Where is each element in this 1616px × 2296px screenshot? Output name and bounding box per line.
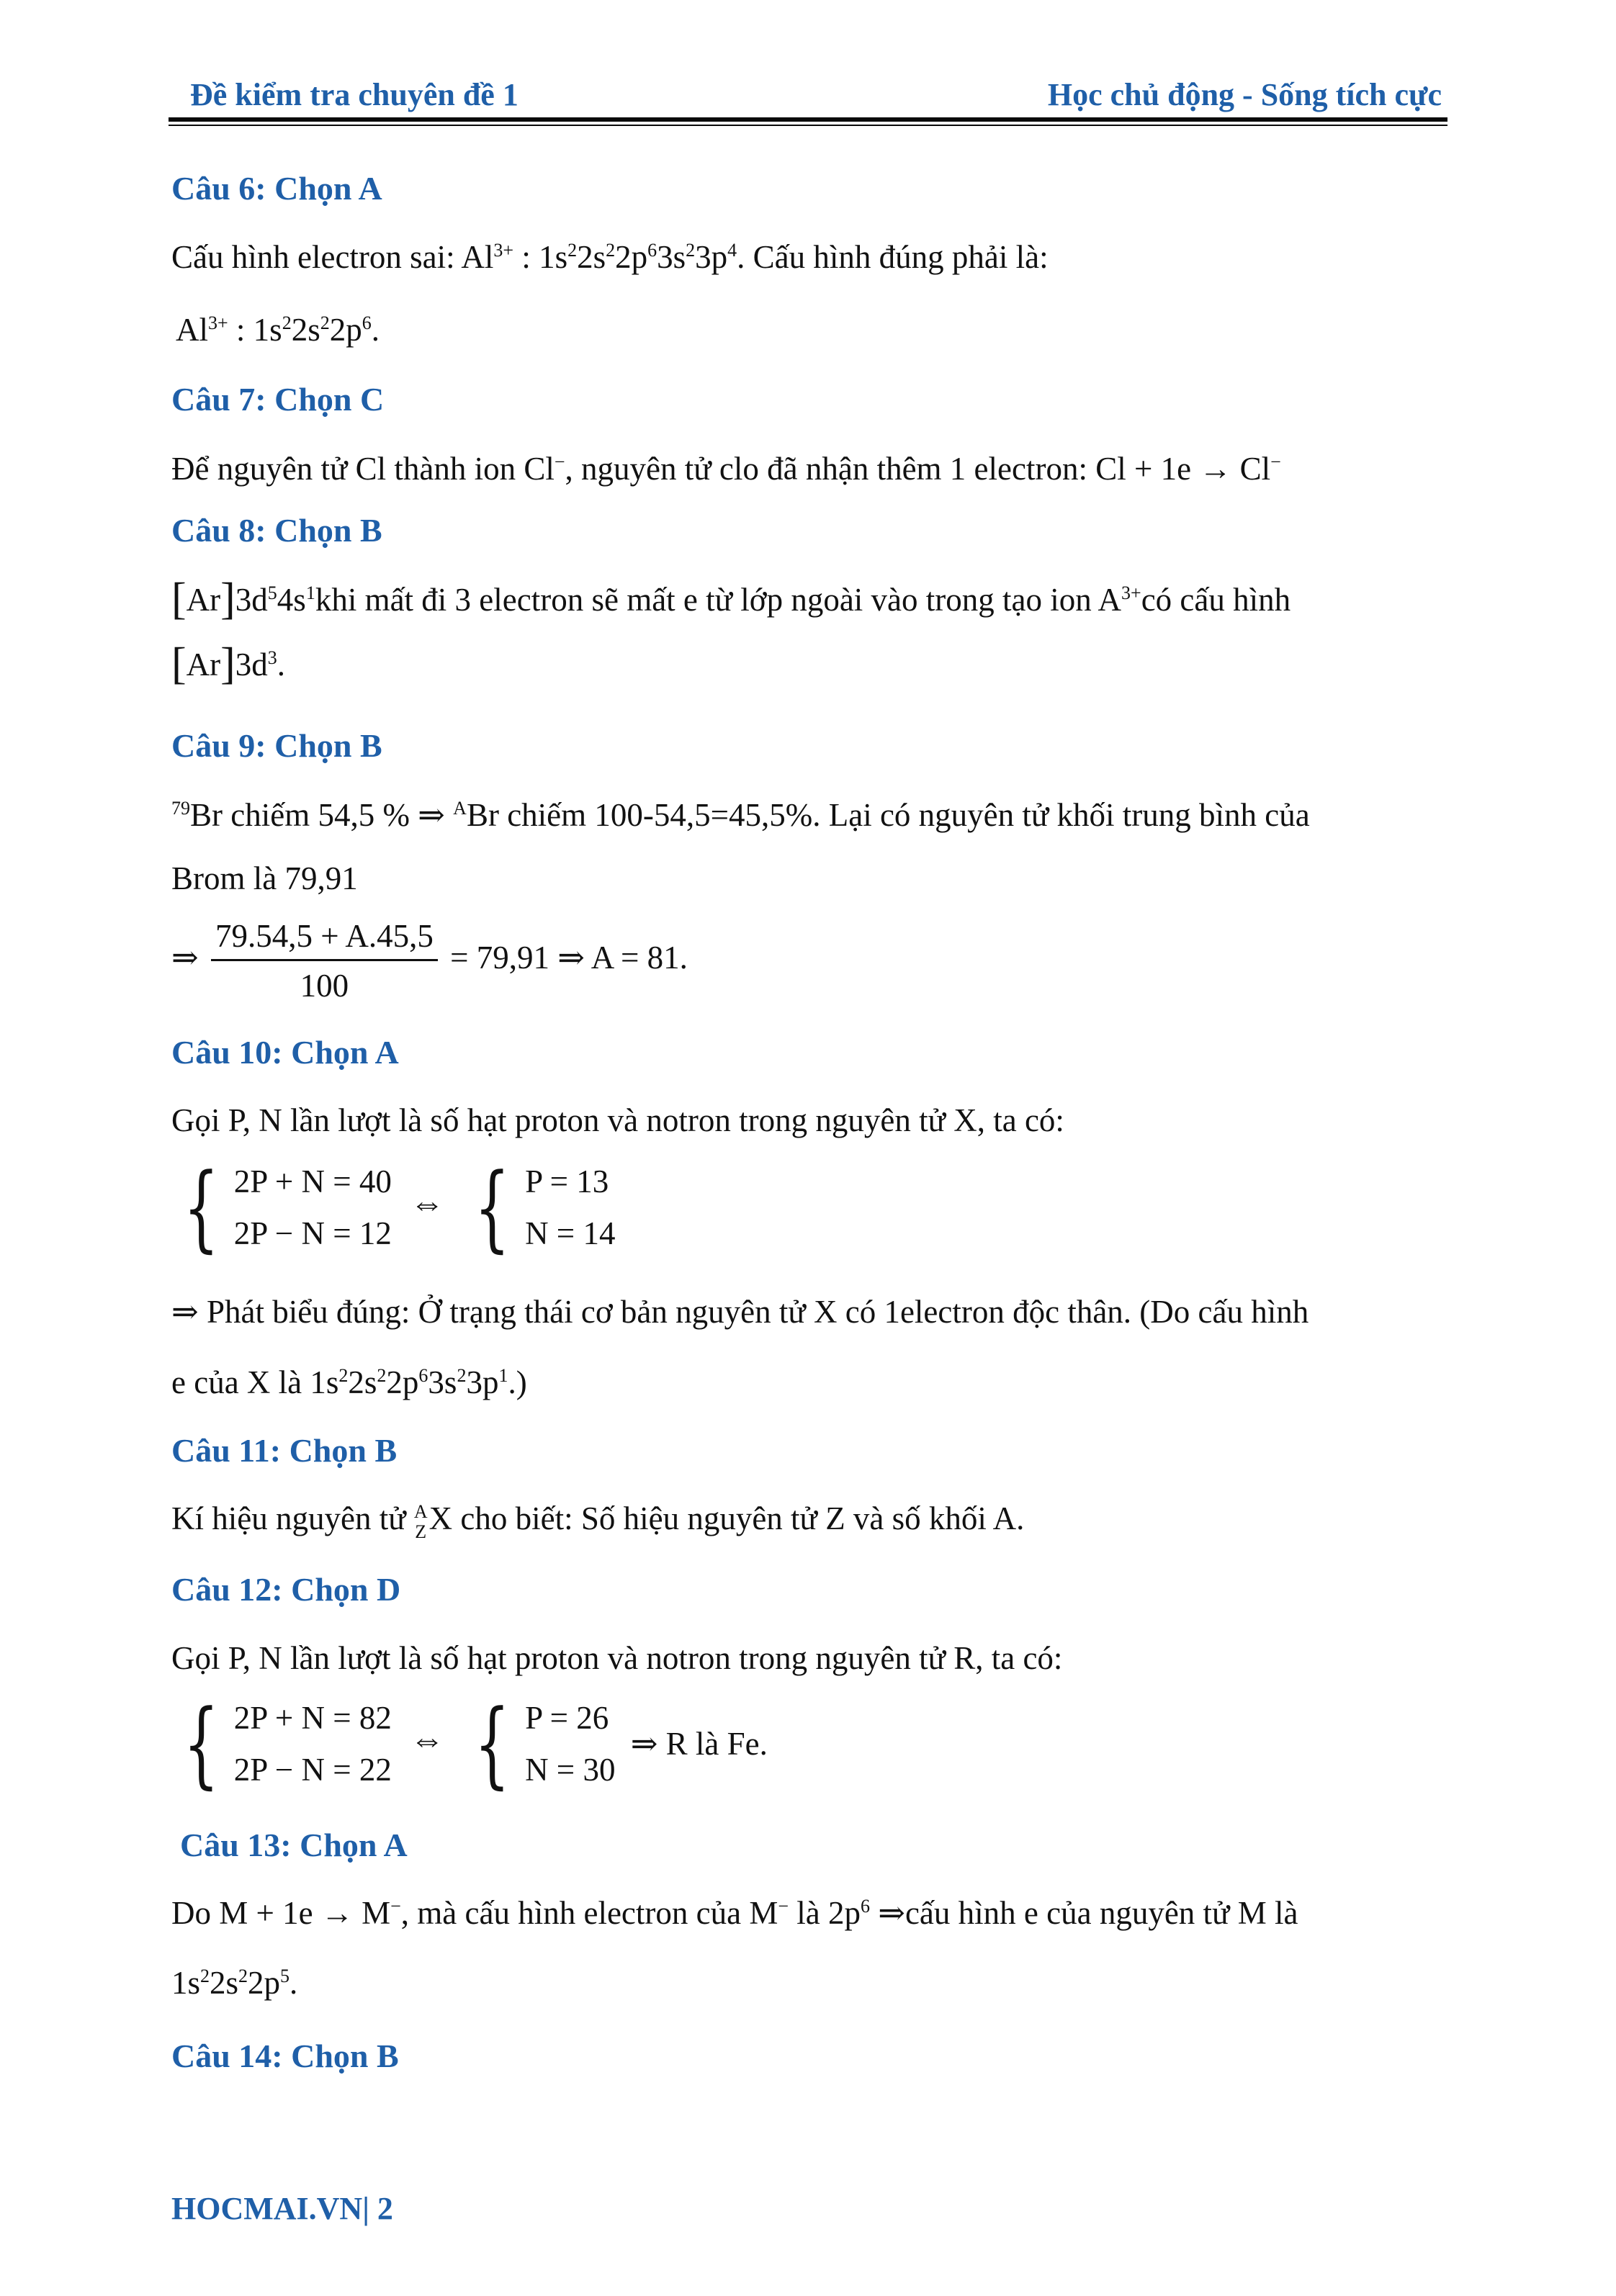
left-brace: { [474,1153,511,1262]
left-brace: { [183,1689,220,1798]
left-brace: { [474,1689,511,1798]
q9-fraction [211,916,438,1006]
q9-formula: ⇒ $\frac{79.54,5 + A.45,5}{100}$ = 79,91 ⇒ A = 81. [171,916,1460,1006]
q10-sol1: P = 13 [525,1163,609,1199]
q10-eq1: 2P + N = 40 [233,1163,392,1199]
q10-sol2: N = 14 [525,1215,616,1251]
q9-numerator: 79.54,5 + A.45,5 [211,916,438,961]
q13-line1: Do M + 1e → M−, mà cấu hình electron của M− là $2p^6$ ⇒cấu hình e của nguyên tử M là [171,1895,1298,1931]
header-left-title: Đề kiểm tra chuyên đề 1 [190,77,519,112]
q11-line: Kí hiệu nguyên tử A Z X cho biết: Số hiệu nguyên tử Z và số khối A. [171,1500,1025,1542]
q10-title: Câu 10: Chọn A [171,1034,399,1071]
q12-eq1: 2P + N = 82 [233,1700,392,1736]
q6-line2: $Al^{3+}$ : $1s^22s^22p^6$. [176,312,380,348]
q8-line1: $[Ar]3d^54s^1khi$ mất đi 3 electron sẽ mất e từ lớp ngoài vào trong tạo ion $A^{3+}có$ cấu hình [171,575,1291,623]
q13-title: Câu 13: Chọn A [180,1827,408,1863]
q10-eq2: 2P − N = 12 [233,1215,392,1251]
q6-title: Câu 6: Chọn A [171,170,382,207]
page-footer: HOCMAI.VN| 2 [171,2191,393,2226]
q7-title: Câu 7: Chọn C [171,381,385,418]
q12-eq2: 2P − N = 22 [233,1752,392,1788]
q12-conclusion: ⇒ R là Fe. [630,1726,768,1762]
q10-line3: e của X là $1s^22s^22p^63s^23p^1$.) [171,1364,527,1400]
q12-sol1: P = 26 [525,1700,609,1736]
q8-title: Câu 8: Chọn B [171,512,382,549]
header-rule-thin [169,125,1447,126]
header-right-slogan: Học chủ động - Sống tích cực [1047,77,1442,112]
q14-title: Câu 14: Chọn B [171,2038,399,2074]
q8-line2: $[Ar]3d^3$. [171,639,286,688]
q13-line2: $1s^22s^22p^5$. [171,1965,298,2001]
q7-line: Để nguyên tử Cl thành ion Cl−, nguyên tử clo đã nhận thêm 1 electron: Cl + 1e → Cl− [171,451,1281,487]
q11-title: Câu 11: Chọn B [171,1432,398,1469]
header-rule [169,117,1447,122]
q9-denominator: 100 [300,968,349,1004]
q9-line2: Brom là 79,91 [171,860,358,896]
q9-line1: $^{79}$Br chiếm 54,5 % ⇒ $^A$Br chiếm 100-54,5=45,5%. Lại có nguyên tử khối trung bình của [171,797,1310,833]
q10-line1: Gọi P, N lần lượt là số hạt proton và notron trong nguyên tử X, ta có: [171,1102,1064,1138]
q10-line2: ⇒ Phát biểu đúng: Ở trạng thái cơ bản nguyên tử X có 1electron độc thân. (Do cấu hình [171,1294,1309,1330]
q9-title: Câu 9: Chọn B [171,727,382,764]
q6-line1: Cấu hình electron sai: $Al^{3+}$ : $1s^22s^22p^63s^23p^4$. Cấu hình đúng phải là: [171,239,1049,275]
q12-title: Câu 12: Chọn D [171,1571,401,1608]
q12-sol2: N = 30 [525,1752,616,1788]
q12-system: { 2P + N = 82 2P − N = 22 ⇔ { P = 26 N = 30 ⇒ R là Fe. [183,1689,768,1798]
q12-line1: Gọi P, N lần lượt là số hạt proton và notron trong nguyên tử R, ta có: [171,1640,1063,1676]
left-brace: { [183,1153,220,1262]
q10-system: { 2P + N = 40 2P − N = 12 ⇔ { P = 13 N = 14 [183,1153,616,1262]
